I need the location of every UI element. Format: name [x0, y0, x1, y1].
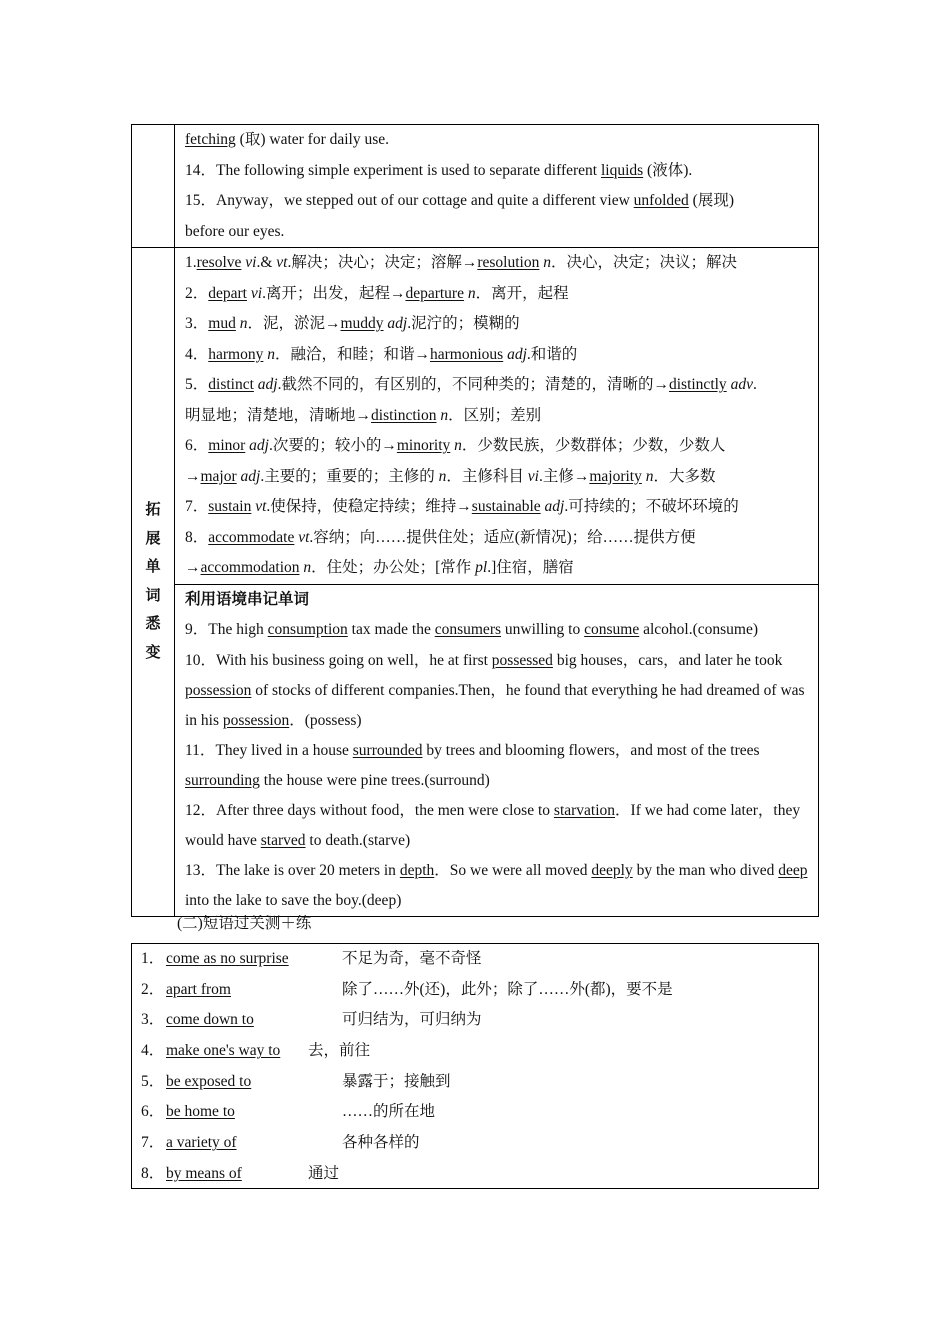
context-item-12: 12．After three days without food，the men were close to starvation．If we had come later，they would have starved to death.(starve)	[185, 801, 801, 849]
item-14: 14．The following simple experiment is used to separate different liquids (液体).	[185, 161, 693, 179]
context-item-10: 10．With his business going on well，he at first possessed big houses，cars，and later he took possession of stocks of different companies.Then，he found that everything he had dreamed of was in his possession．(possess)	[185, 651, 805, 729]
phrase-row: 2． apart from 除了……外(还)，此外；除了……外(都)，要不是	[141, 980, 673, 998]
expand-item-6: 6．minor adj.次要的；较小的→minority n．少数民族，少数群体；少数，少数人	[185, 437, 726, 454]
top-content-cell	[175, 125, 819, 248]
side-label-cell	[132, 248, 175, 917]
expand-item-5-cont: 明显地；清楚地，清晰地→distinction n．区别；差别	[185, 406, 542, 424]
vocabulary-table	[131, 124, 819, 917]
top-row	[132, 125, 819, 248]
phrase-list	[131, 943, 819, 1189]
expand-item-8-cont: →accommodation n．住处；办公处；[常作 pl.]住宿，膳宿	[185, 559, 574, 576]
context-item-11: 11．They lived in a house surrounded by trees and blooming flowers，and most of the trees surrounding the house were pine trees.(surround)	[185, 741, 760, 789]
expand-item-5: 5．distinct adj.截然不同的，有区别的，不同种类的；清楚的，清晰的→distinctly adv.	[185, 376, 757, 393]
phrase-row: 8． by means of 通过	[141, 1164, 340, 1182]
context-item-9: 9．The high consumption tax made the consumers unwilling to consume alcohol.(consume)	[185, 621, 759, 638]
phrase-row: 4． make one's way to 去，前往	[141, 1042, 371, 1060]
expand-item-2: 2．depart vi.离开；出发，起程→departure n．离开，起程	[185, 284, 569, 302]
expand-item-8: 8．accommodate vt.容纳；向……提供住处；适应(新情况)；给……提供方便	[185, 528, 696, 546]
phrase-row: 3． come down to 可归结为，可归纳为	[141, 1011, 482, 1029]
line-fetching: fetching (取) water for daily use.	[185, 131, 390, 148]
item-15: 15．Anyway，we stepped out of our cottage and quite a different view unfolded (展现)	[185, 192, 734, 209]
item-15-cont: before our eyes.	[185, 222, 285, 240]
expand-item-4: 4．harmony n．融洽，和睦；和谐→harmonious adj.和谐的	[185, 345, 578, 363]
expand-item-7: 7．sustain vt.使保持，使稳定持续；维持→sustainable adj.可持续的；不破坏环境的	[185, 498, 739, 515]
phrase-row: 6． be home to ……的所在地	[141, 1103, 436, 1121]
expand-row	[132, 248, 819, 585]
phrase-row: 7． a variety of 各种各样的	[141, 1134, 420, 1152]
expand-item-3: 3．mud n．泥，淤泥→muddy adj.泥泞的；模糊的	[185, 315, 520, 332]
phrases-section-heading: (二)短语过关测＋练	[177, 915, 312, 932]
context-item-13: 13．The lake is over 20 meters in depth．So we were all moved deeply by the man who dived deep into the lake to save the boy.(deep)	[185, 861, 808, 909]
context-row	[132, 584, 819, 916]
expand-content-cell	[175, 248, 819, 585]
expand-item-1: 1.resolve vi.& vt.解决；决心；决定；溶解→resolution n．决心，决定；决议；解决	[185, 254, 737, 271]
phrase-row: 5． be exposed to 暴露于；接触到	[141, 1072, 451, 1090]
context-content-cell	[175, 584, 819, 916]
top-side-cell	[132, 125, 175, 248]
phrase-row: 1． come as no surprise 不足为奇，毫不奇怪	[141, 950, 482, 967]
expand-item-6-cont: →major adj.主要的；重要的；主修的 n．主修科目 vi.主修→majority n．大多数	[185, 467, 716, 485]
side-label: 拓 展 单 词 悉 变	[145, 502, 161, 661]
context-heading: 利用语境串记单词	[185, 590, 310, 608]
